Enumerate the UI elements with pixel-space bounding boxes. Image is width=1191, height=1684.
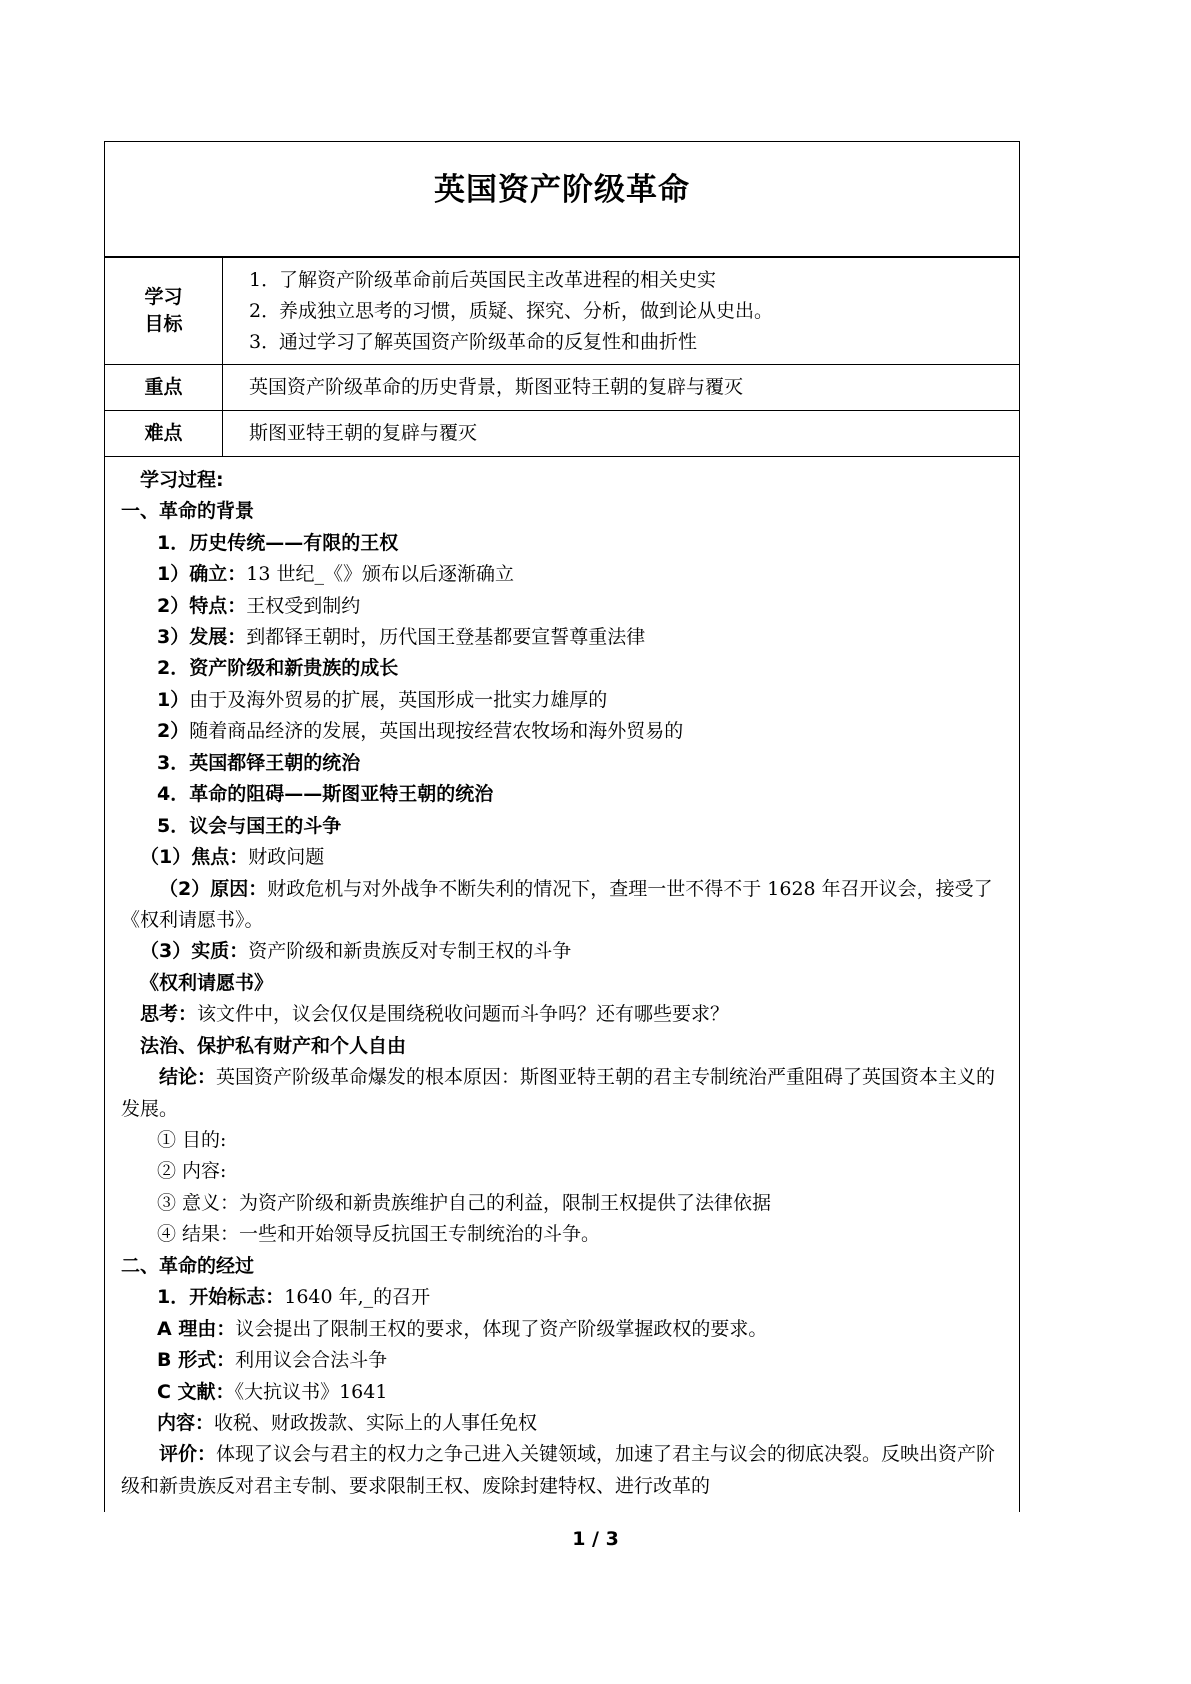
- item-2-1-text: 1640 年,_的召开: [284, 1286, 431, 1309]
- list-item: [249, 327, 1019, 358]
- table-row-keypoint: [105, 365, 1019, 411]
- item-2-1-b-text: 利用议会合法斗争: [235, 1349, 388, 1372]
- item-1-1-3-text: 到都铎王朝时，历代国王登基都要宣誓尊重法律: [246, 626, 646, 649]
- learning-process-heading: 学习过程:: [140, 468, 224, 491]
- circled-item-3-text: 为资产阶级和新贵族维护自己的利益，限制王权提供了法律依据: [239, 1191, 772, 1214]
- item-1-5-3-label: （3）实质：: [140, 940, 249, 963]
- table-row-difficulty: [105, 411, 1019, 457]
- item-1-5-1-text: 财政问题: [248, 846, 325, 869]
- item-2-1: [121, 1282, 1007, 1313]
- item-1-1-3-label: 3）发展：: [157, 626, 247, 649]
- objective-text: 通过学习了解英国资产阶级革命的反复性和曲折性: [279, 330, 698, 353]
- item-1-1-2-label: 2）特点：: [157, 594, 247, 617]
- item-1-2-2-text: 随着商品经济的发展，英国出现按经营农牧场和海外贸易的: [189, 720, 684, 743]
- circled-item-2: ② 内容:: [157, 1160, 227, 1183]
- item-1-2-1: [121, 685, 1007, 716]
- item-2-1-b-label: B 形式：: [157, 1349, 236, 1372]
- item-1-1-1: [121, 559, 1007, 590]
- item-1-1-1-label: 1）确立：: [157, 563, 247, 586]
- row-label-objectives-line2: 目标: [144, 313, 183, 336]
- item-1-5: 5．议会与国王的斗争: [157, 814, 342, 837]
- item-2-1-b: [121, 1345, 1007, 1376]
- evaluate-line: [121, 1439, 1007, 1502]
- row-label-objectives-line1: 学习: [144, 285, 183, 308]
- row-value-difficulty: 斯图亚特王朝的复辟与覆灭: [223, 411, 1020, 457]
- list-item: [249, 296, 1019, 327]
- item-1-5-1: [121, 842, 1007, 873]
- think-label: 思考：: [140, 1003, 198, 1026]
- think-text: 该文件中，议会仅仅是围绕税收问题而斗争吗？还有哪些要求？: [197, 1003, 730, 1026]
- row-label-keypoint: 重点: [105, 365, 223, 411]
- item-2-1-a-text: 议会提出了限制王权的要求，体现了资产阶级掌握政权的要求。: [235, 1317, 768, 1340]
- rule-of-law-line: 法治、保护私有财产和个人自由: [140, 1034, 407, 1057]
- objective-number: 3．: [249, 330, 281, 353]
- item-1-1-2-text: 王权受到制约: [246, 594, 361, 617]
- item-1-3: 3．英国都铎王朝的统治: [157, 751, 361, 774]
- evaluate-label: 评价：: [159, 1443, 217, 1466]
- row-value-keypoint: 英国资产阶级革命的历史背景，斯图亚特王朝的复辟与覆灭: [223, 365, 1020, 411]
- item-1-5-2: [121, 874, 1007, 937]
- objective-text: 了解资产阶级革命前后英国民主改革进程的相关史实: [279, 269, 717, 291]
- objective-number: 1．: [249, 269, 281, 291]
- item-1-5-1-label: （1）焦点：: [140, 846, 249, 869]
- item-2-1-c-label: C 文献：: [157, 1380, 235, 1403]
- conclusion-line: [121, 1062, 1007, 1125]
- content-line: [121, 1408, 1007, 1439]
- circled-item-4: [121, 1219, 1007, 1250]
- content-label: 内容：: [157, 1411, 215, 1434]
- circled-item-3-label: ③ 意义：: [157, 1191, 240, 1214]
- item-1-1-2: [121, 591, 1007, 622]
- objective-text: 养成独立思考的习惯，质疑、探究、分析，做到论从史出。: [279, 299, 774, 322]
- item-1-2-2-label: 2）: [157, 720, 190, 743]
- item-1-4: 4．革命的阻碍——斯图亚特王朝的统治: [157, 783, 494, 806]
- item-1-5-2-label: （2）原因：: [159, 877, 268, 900]
- item-2-1-c-text: 《大抗议书》1641: [234, 1380, 388, 1403]
- section-heading-1: 一、革命的背景: [121, 500, 255, 523]
- conclusion-label: 结论：: [159, 1066, 217, 1089]
- item-1-2-1-label: 1）: [157, 688, 190, 711]
- objective-number: 2．: [249, 299, 281, 322]
- section-heading-2: 二、革命的经过: [121, 1254, 255, 1277]
- item-1-1-1-text: 13 世纪_《》颁布以后逐渐确立: [246, 563, 514, 586]
- item-1-2-2: [121, 716, 1007, 747]
- circled-item-1: ① 目的:: [157, 1129, 227, 1152]
- think-line: [121, 999, 1007, 1030]
- item-2-1-a-label: A 理由：: [157, 1317, 236, 1340]
- evaluate-text: 体现了议会与君主的权力之争己进入关键领域，加速了君主与议会的彻底决裂。反映出资产阶级和新贵族反对君主专制、要求限制王权、废除封建特权、进行改革的: [121, 1443, 996, 1497]
- page-title: 英国资产阶级革命: [434, 172, 690, 208]
- item-1-2: 2．资产阶级和新贵族的成长: [157, 657, 399, 680]
- circled-item-4-label: ④ 结果：: [157, 1223, 240, 1246]
- circled-item-4-text: 一些和开始领导反抗国王专制统治的斗争。: [239, 1223, 601, 1246]
- list-item: [249, 265, 1019, 296]
- content-text: 收税、财政拨款、实际上的人事任免权: [214, 1411, 538, 1434]
- circled-item-3: [121, 1188, 1007, 1219]
- item-1-5-3-text: 资产阶级和新贵族反对专制王权的斗争: [248, 940, 572, 963]
- item-1-1: 1．历史传统——有限的王权: [157, 531, 399, 554]
- item-2-1-c: [121, 1377, 1007, 1408]
- item-2-1-a: [121, 1314, 1007, 1345]
- body-content: [104, 457, 1020, 1512]
- item-2-1-label: 1．开始标志：: [157, 1286, 285, 1309]
- item-1-2-1-text: 由于及海外贸易的扩展，英国形成一批实力雄厚的: [189, 688, 608, 711]
- lesson-info-table: [105, 257, 1019, 457]
- document-frame: [104, 141, 1020, 457]
- row-label-difficulty: 难点: [105, 411, 223, 457]
- petition-title: 《权利请愿书》: [140, 971, 274, 994]
- row-value-objectives: [223, 258, 1020, 365]
- page-footer: 1 / 3: [572, 1528, 619, 1550]
- item-1-1-3: [121, 622, 1007, 653]
- table-row-objectives: [105, 258, 1019, 365]
- item-1-5-3: [121, 936, 1007, 967]
- item-1-5-2-text: 财政危机与对外战争不断失利的情况下，查理一世不得不于 1628 年召开议会，接受了《权利请愿书》。: [121, 877, 993, 931]
- conclusion-text: 英国资产阶级革命爆发的根本原因：斯图亚特王朝的君主专制统治严重阻碍了英国资本主义的发展。: [121, 1066, 996, 1120]
- objectives-list: [249, 265, 1019, 357]
- row-label-objectives: [105, 258, 223, 365]
- title-row: [105, 142, 1019, 257]
